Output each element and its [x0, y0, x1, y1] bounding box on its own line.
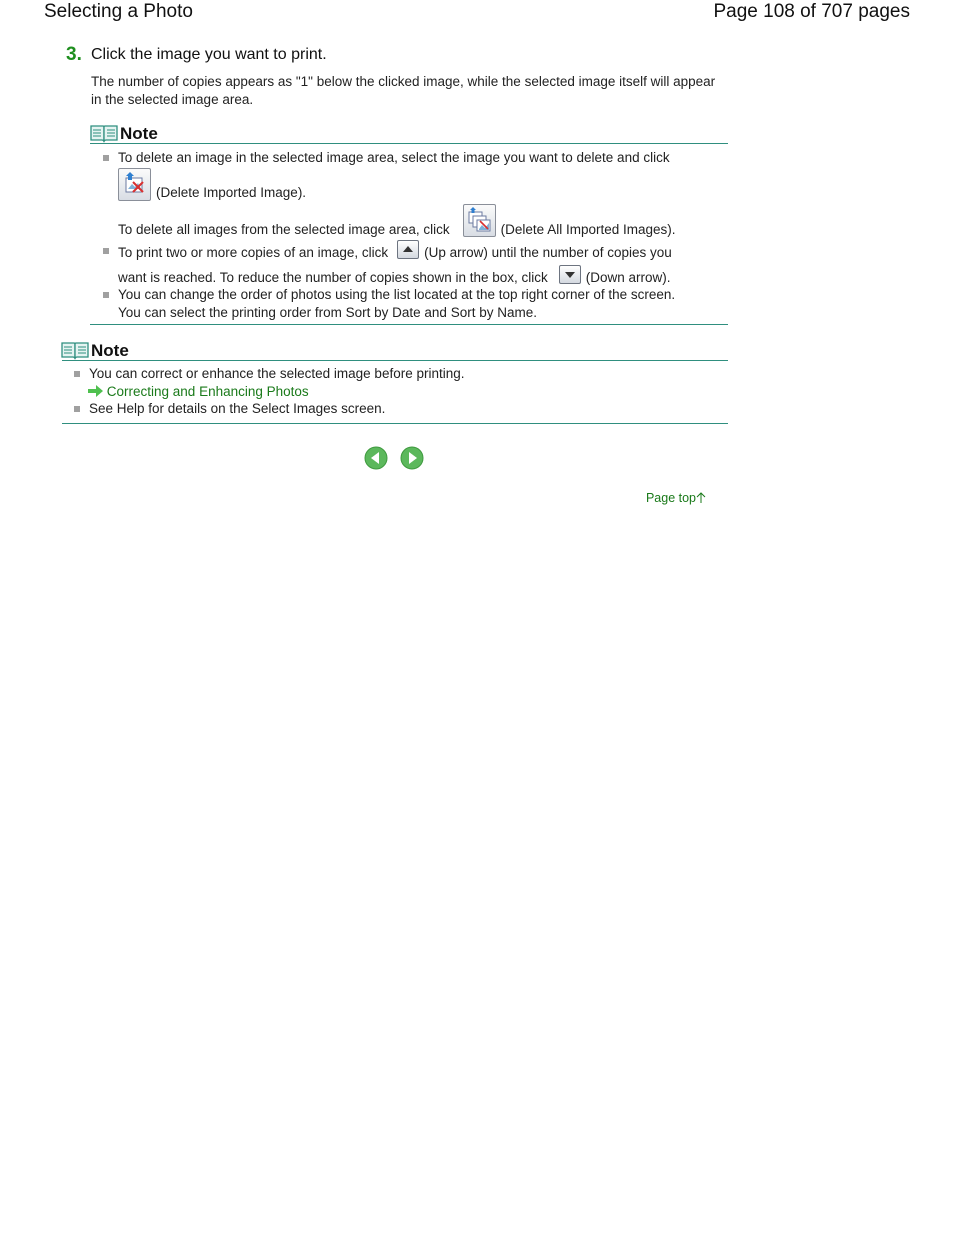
note-text: To delete all images from the selected image area, click	[118, 222, 450, 237]
note-text: You can correct or enhance the selected image before printing.	[89, 366, 465, 381]
note-book-icon	[61, 340, 89, 360]
bullet	[103, 292, 109, 298]
bullet	[74, 406, 80, 412]
note-item-correct	[62, 365, 728, 400]
note-text: (Down arrow).	[585, 270, 671, 285]
arrow-right-icon	[88, 385, 103, 397]
step-title: Click the image you want to print.	[91, 46, 327, 63]
down-arrow-icon	[559, 265, 581, 284]
previous-page-icon[interactable]	[364, 446, 388, 470]
delete-imported-image-icon	[118, 168, 151, 201]
next-page-icon[interactable]	[400, 446, 424, 470]
note-item-copies	[91, 240, 731, 286]
note-text: See Help for details on the Select Images screen.	[89, 401, 386, 416]
note-top-rule	[90, 143, 728, 144]
page-top-link[interactable]	[646, 491, 706, 505]
note-heading	[90, 119, 158, 143]
arrow-up-icon	[696, 492, 706, 504]
note-bottom-rule	[62, 423, 728, 424]
note-label: Note	[120, 124, 158, 143]
document-title: Selecting a Photo	[44, 1, 193, 22]
note-bottom-rule	[90, 324, 728, 325]
note-item-delete	[91, 149, 731, 238]
note-list	[62, 365, 728, 418]
step-description: The number of copies appears as "1" below the clicked image, while the selected image itself will appear in the selected image area.	[91, 74, 716, 107]
bullet	[103, 248, 109, 254]
up-arrow-icon	[397, 240, 419, 259]
page-top-label[interactable]: Page top	[645, 491, 696, 505]
note-list	[91, 149, 731, 322]
note-line	[118, 168, 731, 201]
delete-all-imported-images-icon	[463, 204, 496, 237]
note-line	[118, 240, 731, 261]
note-text: (Up arrow) until the number of copies you	[424, 245, 672, 260]
link-row	[88, 383, 728, 401]
note-text: To delete an image in the selected image area, select the image you want to delete and click	[118, 150, 670, 165]
note-text: You can change the order of photos using the list located at the top right corner of the screen.	[118, 287, 676, 302]
note-text: want is reached. To reduce the number of copies shown in the box, click	[118, 270, 548, 285]
note-text: To print two or more copies of an image, click	[118, 245, 389, 260]
note-top-rule	[62, 360, 728, 361]
note-label: Note	[91, 341, 129, 360]
note-text: (Delete All Imported Images).	[500, 222, 676, 237]
bullet	[74, 371, 80, 377]
note-item-help	[62, 400, 728, 418]
page-counter: Page 108 of 707 pages	[713, 1, 910, 22]
note-line	[118, 265, 731, 286]
note-text: You can select the printing order from Sort by Date and Sort by Name.	[118, 305, 537, 320]
note-book-icon	[90, 123, 118, 143]
step-number: 3.	[66, 44, 82, 65]
correcting-enhancing-link[interactable]: Correcting and Enhancing Photos	[106, 383, 309, 399]
bullet	[103, 155, 109, 161]
note-text: (Delete Imported Image).	[156, 185, 307, 200]
note-heading	[61, 336, 129, 360]
note-line	[118, 204, 731, 238]
note-item-order	[91, 286, 731, 322]
